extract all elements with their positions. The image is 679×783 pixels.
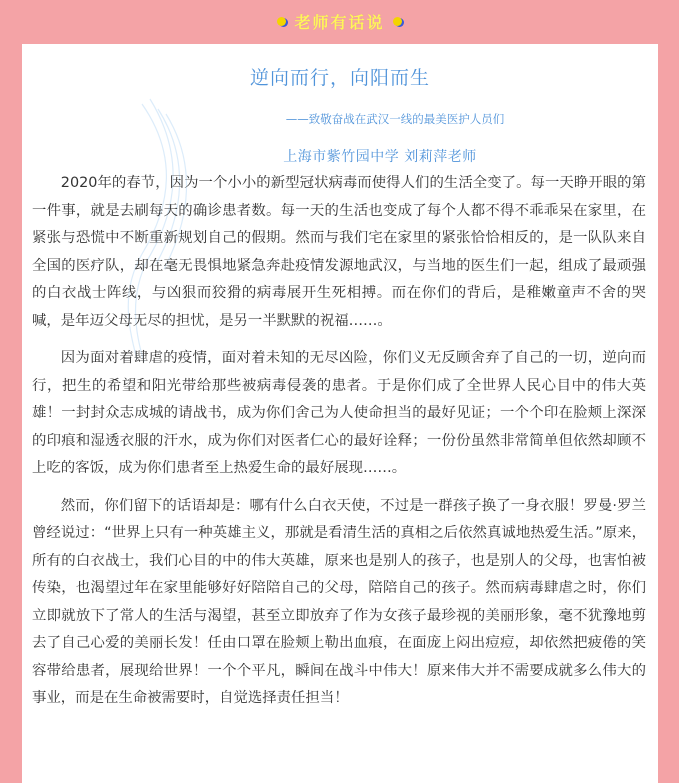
right-dot-icon <box>393 17 402 26</box>
article-subtitle: ——致敬奋战在武汉一线的最美医护人员们 <box>285 112 505 126</box>
paragraph: 2020年的春节，因为一个小小的新型冠状病毒而使得人们的生活全变了。每一天睁开眼的第一件事，就是去刷每天的确诊患者数。每一天的生活也变成了每个人都不得不乖乖呆在家里，在紧张与恐慌中不断重新规划自己的假期。然而与我们宅在家里的紧张恰恰相反的，是一队队来自全国的医疗队，却在毫无畏惧地紧急奔赴疫情发源地武汉，与当地的医生们一起，组成了最顽强的白衣战士阵线，与凶狠而狡猾的病毒展开生死相搏。而在你们的背后，是稚嫩童声不舍的哭喊，是年迈父母无尽的担忧，是另一半默默的祝福……。 <box>32 175 646 329</box>
paragraph: 因为面对着肆虐的疫情，面对着未知的无尽凶险，你们义无反顾舍弃了自己的一切，逆向而行，把生的希望和阳光带给那些被病毒侵袭的患者。于是你们成了全世界人民心目中的伟大英雄！一封封众志成城的请战书，成为你们舍己为人使命担当的最好见证；一个个印在脸颊上深深的印痕和湿透衣服的汗水，成为你们对医者仁心的最好诠释；一份份虽然非常简单但依然却顾不上吃的客饭，成为你们患者至上热爱生命的最好展现……。 <box>32 350 646 476</box>
article-author: 上海市紫竹园中学 刘莉萍老师 <box>283 149 477 165</box>
paragraph: 然而，你们留下的话语却是：哪有什么白衣天使，不过是一群孩子换了一身衣服！罗曼·罗兰曾经说过：“世界上只有一种英雄主义，那就是看清生活的真相之后依然真诚地热爱生活。”原来，所有的白衣战士，我们心目的中的伟大英雄，原来也是别人的孩子，也是别人的父母，也害怕被传染，也渴望过年在家里能够好好陪陪自己的父母，陪陪自己的孩子。然而病毒肆虐之时，你们立即就放下了常人的生活与渴望，甚至立即放弃了作为女孩子最珍视的美丽形象，毫不犹豫地剪去了自己心爱的美丽长发！任由口罩在脸颊上勒出血痕，在面庞上闷出痘痘，却依然把疲倦的笑容带给患者，展现给世界！一个个平凡，瞬间在战斗中伟大！原来伟大并不需要成就多么伟大的事业，而是在生命被需要时，自觉选择责任担当！ <box>32 497 646 706</box>
section-header <box>0 0 679 42</box>
article-body <box>32 170 646 723</box>
article-title: 逆向而行，向阳而生 <box>249 67 430 89</box>
section-title: 老师有话说 <box>294 12 385 32</box>
left-dot-icon <box>277 17 286 26</box>
article-card <box>22 44 658 783</box>
